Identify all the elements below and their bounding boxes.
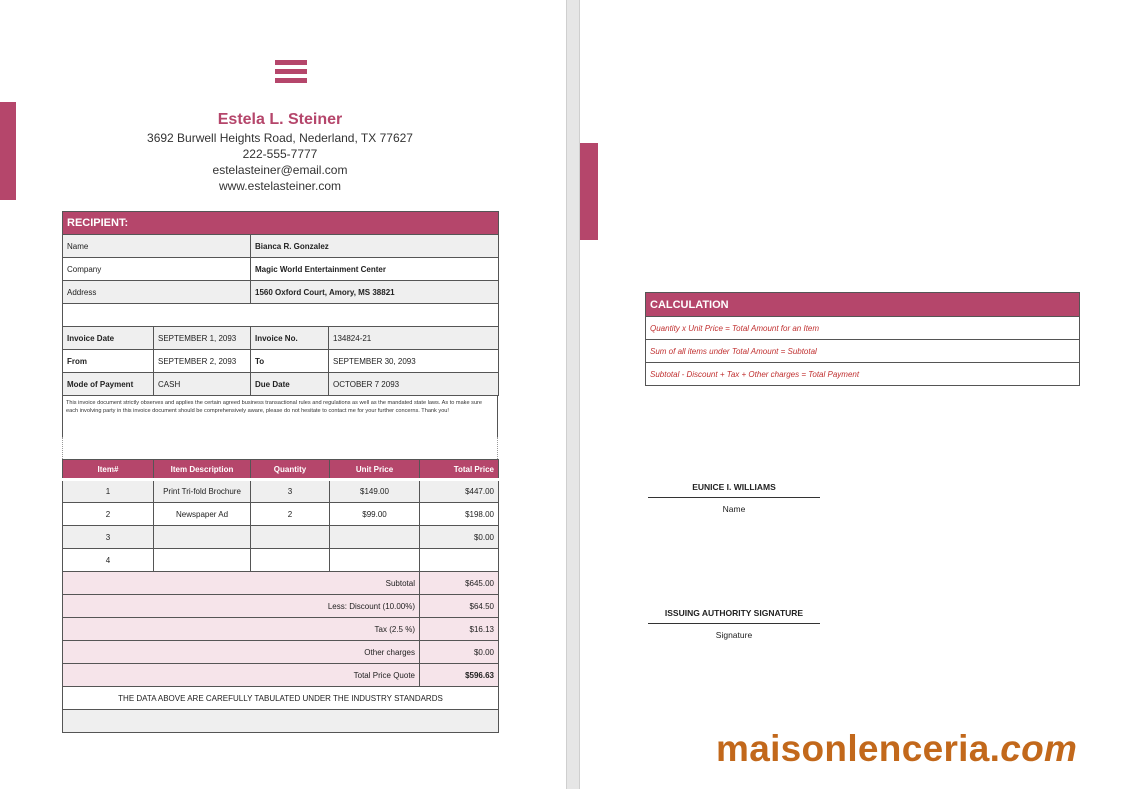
signer-name-label: Name: [722, 504, 746, 514]
col-header-quantity: Quantity: [251, 460, 330, 480]
to-value: SEPTEMBER 30, 2093: [329, 350, 499, 373]
item-qty: [251, 549, 330, 572]
item-unit: $149.00: [330, 480, 420, 503]
authority-signature-label: Signature: [715, 630, 753, 640]
recipient-table: [62, 211, 499, 396]
side-accent-bar: [0, 102, 16, 200]
item-num: 2: [63, 503, 154, 526]
col-header-unit-price: Unit Price: [330, 460, 420, 480]
item-unit: [330, 526, 420, 549]
item-unit: $99.00: [330, 503, 420, 526]
footer-blank-row: [63, 710, 499, 733]
watermark-tld: com: [1000, 728, 1078, 769]
item-total: $198.00: [420, 503, 499, 526]
col-header-description: Item Description: [154, 460, 251, 480]
calculation-table: [645, 292, 1080, 386]
invoice-page-2: [580, 0, 1142, 789]
from-value: SEPTEMBER 2, 2093: [154, 350, 251, 373]
tax-value: $16.13: [420, 618, 499, 641]
total-quote-value: $596.63: [420, 664, 499, 687]
item-unit: [330, 549, 420, 572]
recipient-address-label: Address: [63, 281, 251, 304]
authority-title: ISSUING AUTHORITY SIGNATURE: [648, 608, 820, 624]
invoice-no-label: Invoice No.: [251, 327, 329, 350]
recipient-name-label: Name: [63, 235, 251, 258]
item-num: 1: [63, 480, 154, 503]
recipient-company-label: Company: [63, 258, 251, 281]
item-total: $447.00: [420, 480, 499, 503]
authority-signature-block: [648, 608, 820, 640]
item-qty: [251, 526, 330, 549]
col-header-item: Item#: [63, 460, 154, 480]
invoice-date-value: SEPTEMBER 1, 2093: [154, 327, 251, 350]
table-row: [63, 549, 499, 572]
payment-value: CASH: [154, 373, 251, 396]
item-qty: 3: [251, 480, 330, 503]
other-charges-value: $0.00: [420, 641, 499, 664]
discount-value: $64.50: [420, 595, 499, 618]
formula-line: Sum of all items under Total Amount = Subtotal: [646, 340, 1080, 363]
tax-label: Tax (2.5 %): [63, 618, 420, 641]
item-desc: [154, 549, 251, 572]
item-total: $0.00: [420, 526, 499, 549]
subtotal-label: Subtotal: [63, 572, 420, 595]
page-gutter: [566, 0, 580, 789]
logo-icon: [275, 60, 307, 84]
invoice-date-label: Invoice Date: [63, 327, 154, 350]
item-num: 4: [63, 549, 154, 572]
invoice-page-1: [0, 0, 566, 789]
table-row: [63, 480, 499, 503]
name-signature-block: [648, 482, 820, 514]
signer-name: EUNICE I. WILLIAMS: [648, 482, 820, 498]
due-date-label: Due Date: [251, 373, 329, 396]
calculation-heading: CALCULATION: [646, 293, 1080, 317]
recipient-heading: RECIPIENT:: [63, 212, 499, 235]
to-label: To: [251, 350, 329, 373]
sender-header: [62, 110, 498, 194]
recipient-address-value: 1560 Oxford Court, Amory, MS 38821: [251, 281, 499, 304]
other-charges-label: Other charges: [63, 641, 420, 664]
item-qty: 2: [251, 503, 330, 526]
section-spacer: [62, 437, 498, 459]
subtotal-value: $645.00: [420, 572, 499, 595]
sender-address: 3692 Burwell Heights Road, Nederland, TX 77627: [147, 131, 413, 145]
item-desc: Print Tri-fold Brochure: [154, 480, 251, 503]
invoice-no-value: 134824-21: [329, 327, 499, 350]
item-total: [420, 549, 499, 572]
watermark-main: maisonlenceria.: [716, 728, 1001, 769]
footer-statement: THE DATA ABOVE ARE CAREFULLY TABULATED UNDER THE INDUSTRY STANDARDS: [63, 687, 499, 710]
total-quote-label: Total Price Quote: [63, 664, 420, 687]
from-label: From: [63, 350, 154, 373]
payment-label: Mode of Payment: [63, 373, 154, 396]
sender-phone: 222-555-7777: [242, 147, 318, 161]
sender-name: Estela L. Steiner: [217, 111, 343, 128]
blank-row: [63, 304, 499, 327]
item-desc: [154, 526, 251, 549]
terms-note: This invoice document strictly observes and applies the certain agreed business transactional rules and regulations as well as the mandated state laws. As to make sure each involving party in this invoice document should be comprehensively aware, please do not hesitate to contact me for your further concerns. Thank you!: [62, 396, 498, 437]
recipient-company-value: Magic World Entertainment Center: [251, 258, 499, 281]
item-desc: Newspaper Ad: [154, 503, 251, 526]
table-row: [63, 503, 499, 526]
items-table: [62, 459, 499, 733]
table-row: [63, 526, 499, 549]
sender-email: estelasteiner@email.com: [212, 163, 348, 177]
formula-line: Subtotal - Discount + Tax + Other charges = Total Payment: [646, 363, 1080, 386]
col-header-total-price: Total Price: [420, 460, 499, 480]
due-date-value: OCTOBER 7 2093: [329, 373, 499, 396]
watermark: [716, 728, 1077, 770]
recipient-name-value: Bianca R. Gonzalez: [251, 235, 499, 258]
item-num: 3: [63, 526, 154, 549]
sender-website: www.estelasteiner.com: [218, 179, 342, 193]
discount-label: Less: Discount (10.00%): [63, 595, 420, 618]
formula-line: Quantity x Unit Price = Total Amount for an Item: [646, 317, 1080, 340]
side-accent-bar: [580, 143, 598, 240]
